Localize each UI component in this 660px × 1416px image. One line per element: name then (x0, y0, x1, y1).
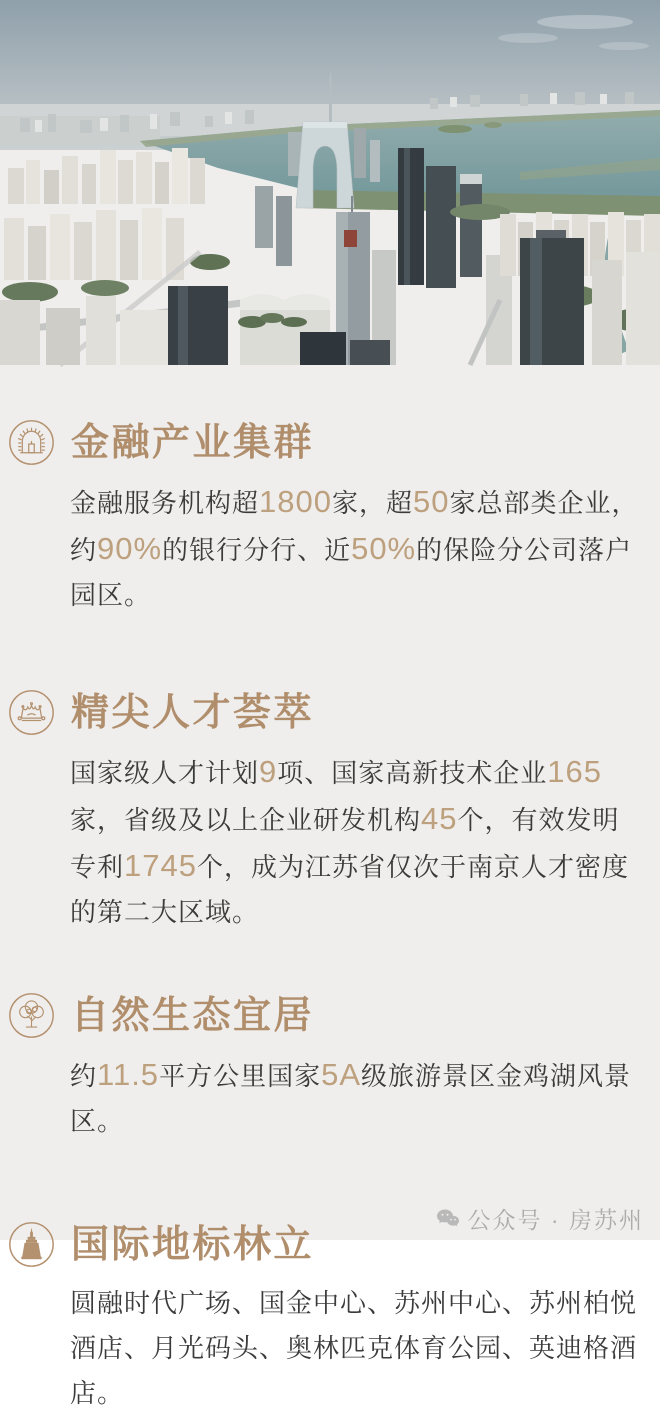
section-title: 精尖人才荟萃 (71, 691, 315, 734)
body-text: 的保险分公司落户园区。 (70, 535, 633, 610)
body-text: 项、国家高新技术企业 (277, 758, 548, 788)
section-finance (8, 419, 645, 618)
highlight-number: 90% (97, 531, 163, 566)
section-landmarks (8, 1221, 645, 1416)
tree-icon (8, 992, 55, 1039)
section-title: 金融产业集群 (71, 421, 315, 464)
section-finance-header (8, 419, 645, 466)
section-talent-header (8, 689, 645, 736)
section-title: 自然生态宜居 (71, 994, 315, 1037)
highlight-number: 1745 (124, 848, 197, 883)
hero-photo (0, 0, 660, 365)
section-talent (8, 689, 645, 935)
highlight-number: 50% (351, 531, 417, 566)
highlight-number: 165 (547, 754, 603, 789)
body-text: 家，省级及以上企业研发机构 (70, 805, 422, 835)
highlight-number: 50 (413, 484, 450, 519)
body-text: 圆融时代广场、国金中心、苏州中心、苏州柏悦酒店、月光码头、奥林匹克体育公园、英迪格酒店。 (70, 1288, 638, 1408)
body-text: 家总部类企业，约 (70, 488, 639, 565)
highlight-number: 5A (321, 1057, 361, 1092)
content-sections (0, 365, 660, 1416)
section-ecology (8, 992, 645, 1144)
wechat-icon (435, 1206, 461, 1232)
section-title: 国际地标林立 (71, 1223, 315, 1266)
body-text: 的银行分行、近 (162, 535, 352, 565)
section-body (70, 1052, 645, 1144)
arch-gate-icon (8, 419, 55, 466)
body-text: 约 (70, 1061, 98, 1091)
highlight-number: 45 (421, 801, 458, 836)
body-text: 家，超 (331, 488, 413, 518)
body-text: 平方公里国家 (159, 1061, 322, 1091)
body-text: 级旅游景区金鸡湖风景区。 (70, 1061, 632, 1136)
section-body (70, 749, 645, 935)
crown-icon (8, 689, 55, 736)
section-body (70, 1281, 645, 1416)
watermark-text: 公众号 · 房苏州 (467, 1207, 644, 1233)
highlight-number: 9 (259, 754, 278, 789)
body-text: 国家级人才计划 (70, 758, 260, 788)
body-text: 个，有效发明专利 (70, 805, 620, 882)
section-body (70, 479, 645, 618)
tower-icon (8, 1221, 55, 1268)
section-ecology-header (8, 992, 645, 1039)
cityscape-illustration (0, 0, 660, 365)
body-text: 个，成为江苏省仅次于南京人才密度的第二大区域。 (70, 852, 629, 927)
highlight-number: 1800 (259, 484, 332, 519)
watermark (435, 1202, 644, 1235)
body-text: 金融服务机构超 (70, 488, 260, 518)
highlight-number: 11.5 (97, 1057, 160, 1092)
